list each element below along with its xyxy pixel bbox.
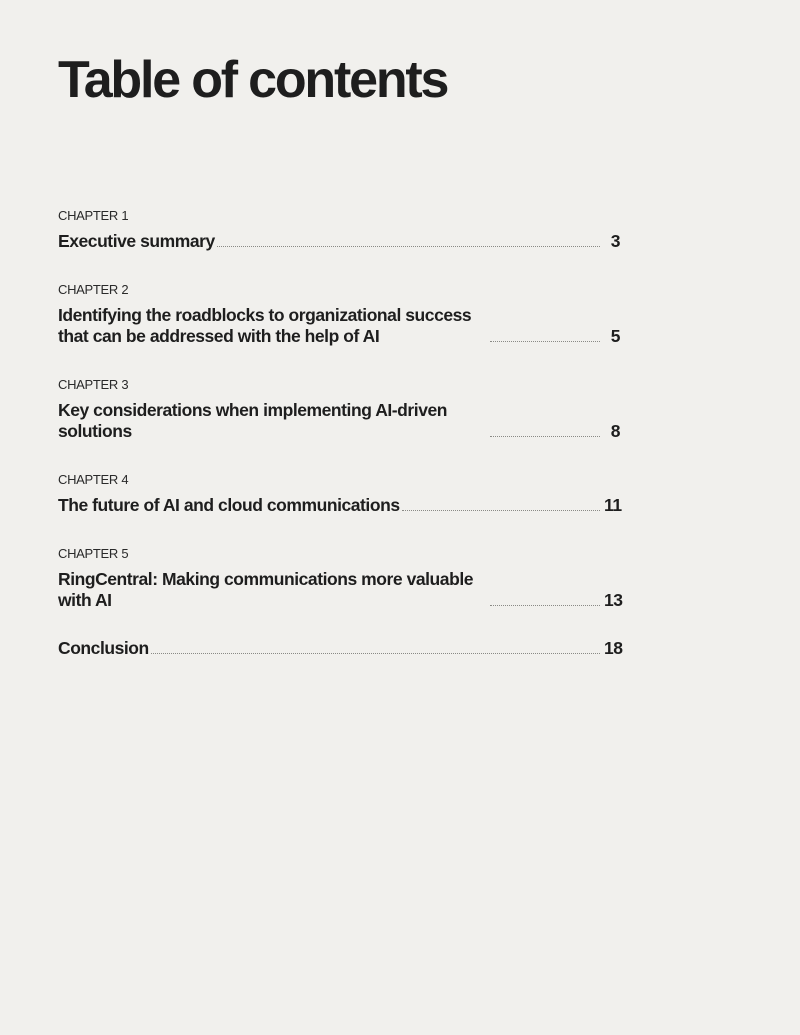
toc-entry-chapter-5[interactable] — [58, 545, 623, 611]
page-title: Table of contents — [58, 51, 448, 109]
toc-heading-row — [58, 231, 620, 252]
chapter-label: CHAPTER 3 — [58, 377, 129, 392]
toc-entry-chapter-1[interactable] — [58, 207, 620, 252]
toc-heading[interactable]: Identifying the roadblocks to organizational success that can be addressed with the help of AI — [58, 305, 472, 346]
toc-heading-row — [58, 400, 620, 442]
toc-heading[interactable]: Executive summary — [58, 231, 215, 251]
toc-heading[interactable]: Conclusion — [58, 638, 149, 658]
dot-leader — [490, 605, 600, 606]
toc-heading[interactable]: The future of AI and cloud communications — [58, 495, 400, 515]
chapter-label: CHAPTER 4 — [58, 472, 129, 487]
page-number: 13 — [604, 590, 623, 610]
dot-leader — [490, 341, 600, 342]
chapter-label: CHAPTER 5 — [58, 546, 129, 561]
dot-leader — [402, 510, 600, 511]
toc-heading-row — [58, 495, 620, 516]
page-number: 18 — [604, 638, 623, 658]
toc-heading-row — [58, 569, 623, 611]
toc-entry-chapter-2[interactable] — [58, 281, 620, 347]
page-number: 11 — [604, 495, 622, 515]
page-number: 5 — [610, 326, 620, 346]
page-number: 8 — [610, 421, 620, 441]
chapter-label: CHAPTER 1 — [58, 208, 129, 223]
toc-heading-row — [58, 638, 623, 659]
toc-heading-row — [58, 305, 620, 347]
dot-leader — [490, 436, 600, 437]
toc-heading[interactable]: RingCentral: Making communications more valuable with AI — [58, 569, 474, 610]
toc-entry-chapter-4[interactable] — [58, 471, 620, 516]
toc-entry-conclusion[interactable] — [58, 638, 623, 659]
chapter-label: CHAPTER 2 — [58, 282, 129, 297]
page-number: 3 — [610, 231, 620, 251]
toc-heading[interactable]: Key considerations when implementing AI-driven solutions — [58, 400, 448, 441]
dot-leader — [151, 653, 600, 654]
toc-entry-chapter-3[interactable] — [58, 376, 620, 442]
dot-leader — [217, 246, 600, 247]
